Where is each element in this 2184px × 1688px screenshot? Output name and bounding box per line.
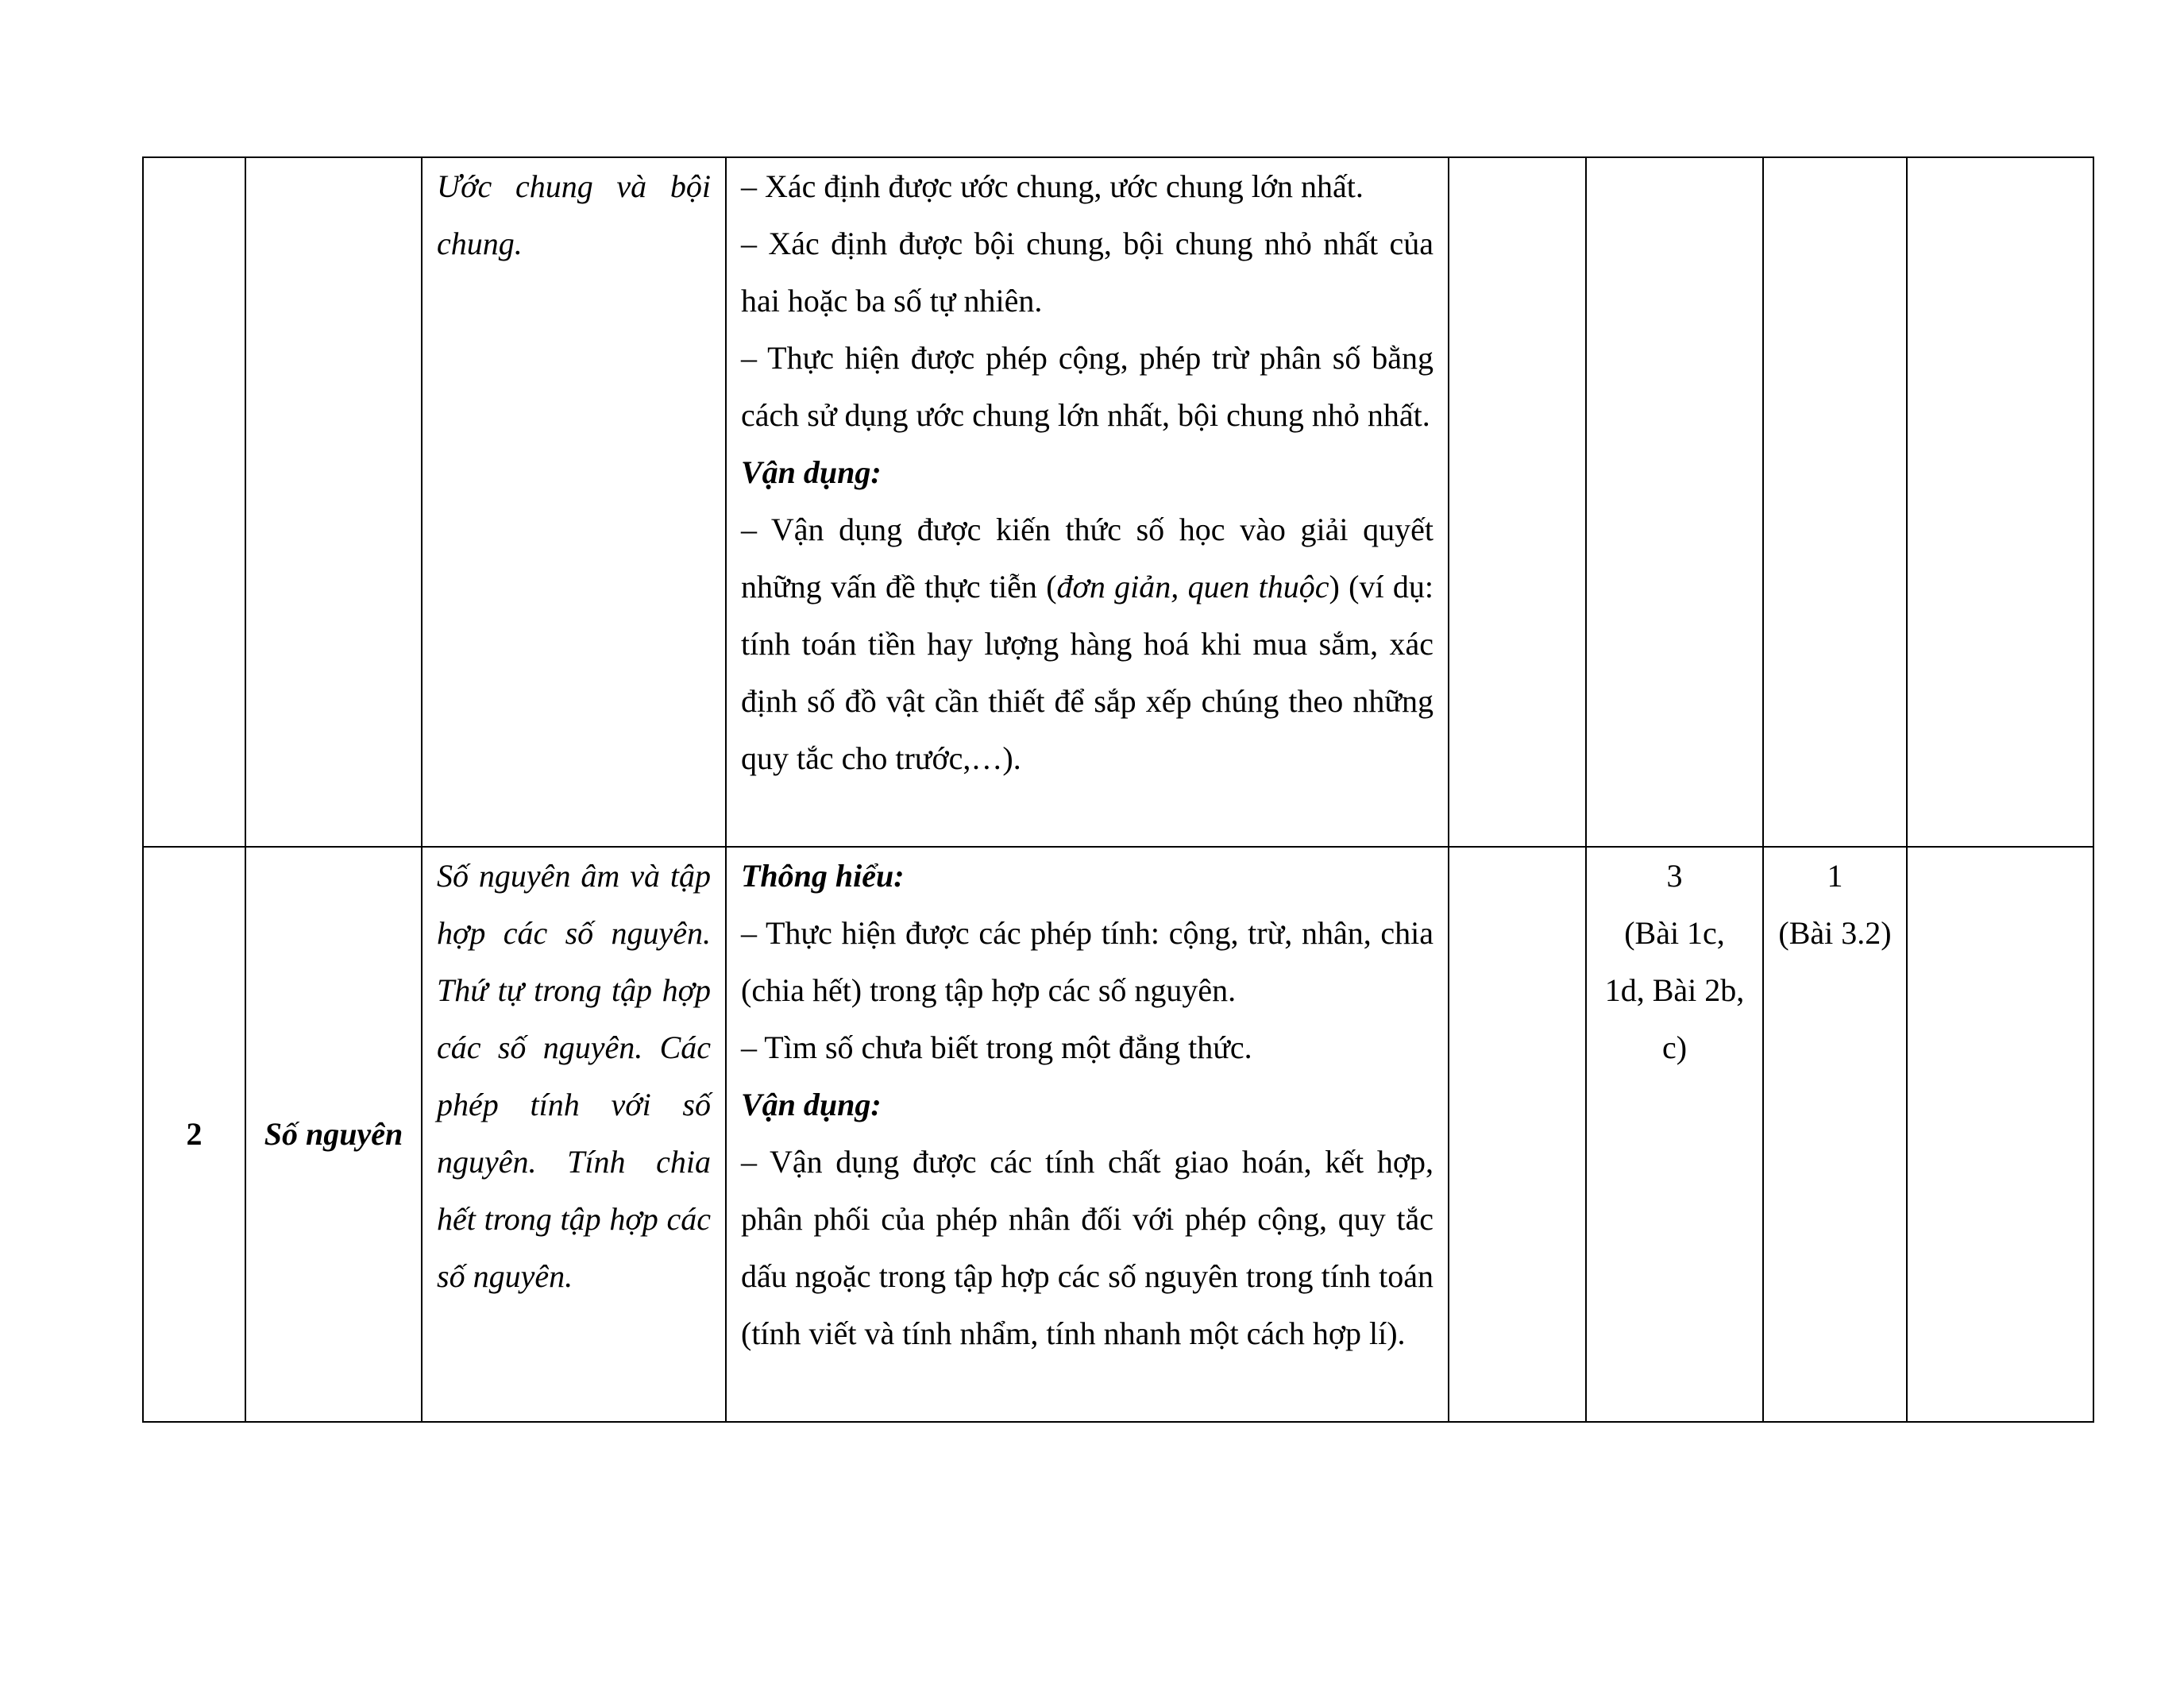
row2-understand-heading: Thông hiểu: [741, 858, 905, 894]
row2-understand-line: – Tìm số chưa biết trong một đẳng thức. [741, 1029, 1252, 1065]
row1-apply-line [741, 501, 1433, 787]
row2-apply-ref: (Bài 3.2) [1778, 915, 1892, 951]
specification-table [142, 156, 2094, 1423]
row2-recognize-cell [1449, 847, 1586, 1422]
row1-apply-italic: đơn giản, quen thuộc [1056, 569, 1329, 605]
row2-requirements-cell [726, 847, 1449, 1422]
table-row [143, 157, 2093, 847]
row1-req-line: – Thực hiện được phép cộng, phép trừ phân số bằng cách sử dụng ước chung lớn nhất, bội chung nhỏ nhất. [741, 340, 1433, 433]
row2-apply-count: 1 [1827, 858, 1843, 894]
row2-topic-cell: Số nguyên [245, 847, 422, 1422]
row1-topic-cell [245, 157, 422, 847]
row1-apply-heading: Vận dụng: [741, 454, 882, 490]
table-row [143, 847, 2093, 1422]
row2-apply-heading: Vận dụng: [741, 1087, 882, 1122]
row2-understand-count-cell [1586, 847, 1763, 1422]
row2-high-apply-cell [1907, 847, 2093, 1422]
row1-high-apply-cell [1907, 157, 2093, 847]
row1-recognize-cell [1449, 157, 1586, 847]
row2-understand-line: – Thực hiện được các phép tính: cộng, trừ, nhân, chia (chia hết) trong tập hợp các số nguyên. [741, 915, 1433, 1008]
row2-understand-ref: (Bài 1c, 1d, Bài 2b, c) [1604, 915, 1745, 1065]
row2-number-cell: 2 [143, 847, 245, 1422]
row1-content-cell [422, 157, 726, 847]
row1-understand-cell [1586, 157, 1763, 847]
row1-requirements-cell [726, 157, 1449, 847]
row2-apply-count-cell [1763, 847, 1907, 1422]
row1-apply-post: ) (ví dụ: tính toán tiền hay lượng hàng hoá khi mua sắm, xác định số đồ vật cần thiết để sắp xếp chúng theo những quy tắc cho trước,…). [741, 569, 1433, 776]
row1-apply-cell [1763, 157, 1907, 847]
row1-req-line: – Xác định được bội chung, bội chung nhỏ nhất của hai hoặc ba số tự nhiên. [741, 226, 1433, 319]
row1-apply-pre: – Vận dụng được kiến thức số học vào giải quyết những vấn đề thực tiễn ( [741, 512, 1433, 605]
row2-understand-count: 3 [1666, 858, 1683, 894]
row2-apply-line: – Vận dụng được các tính chất giao hoán, kết hợp, phân phối của phép nhân đối với phép cộng, quy tắc dấu ngoặc trong tập hợp các số nguyên trong tính toán (tính viết và tính nhẩm, tính nhanh một cách hợp lí). [741, 1144, 1433, 1351]
row2-content-text: Số nguyên âm và tập hợp các số nguyên. Thứ tự trong tập hợp các số nguyên. Các phép tính với số nguyên. Tính chia hết trong tập hợp các số nguyên. [437, 858, 711, 1294]
row1-req-line: – Xác định được ước chung, ước chung lớn nhất. [741, 168, 1364, 204]
row1-content-text: Ước chung và bội chung. [437, 168, 711, 261]
row2-content-cell [422, 847, 726, 1422]
row1-number-cell [143, 157, 245, 847]
